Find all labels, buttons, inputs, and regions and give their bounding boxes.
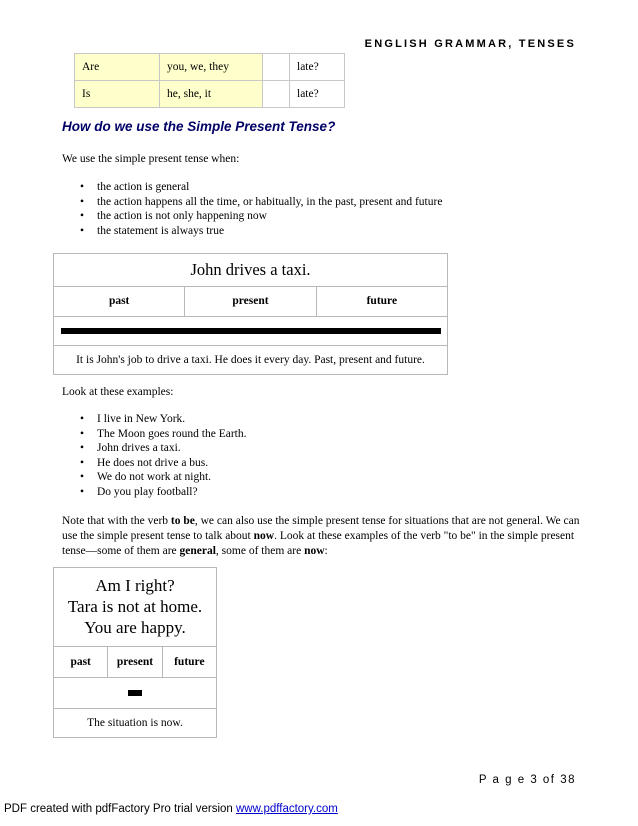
note-bold: now: [304, 545, 325, 557]
list-item: • the action happens all the time, or habitually, in the past, present and future: [80, 195, 442, 210]
section-heading: How do we use the Simple Present Tense?: [62, 119, 336, 134]
pdf-footer-text: PDF created with pdfFactory Pro trial version: [4, 803, 236, 815]
examples-list: [80, 412, 246, 499]
list-item: • the action is not only happening now: [80, 209, 442, 224]
intro-paragraph: We use the simple present tense when:: [62, 153, 240, 165]
column-past: past: [108, 295, 130, 307]
box-note: The situation is now.: [54, 708, 216, 737]
box-title-lines: [54, 568, 216, 646]
timeline-bar: [128, 690, 142, 696]
column-present: present: [184, 287, 315, 316]
conjugation-table: [74, 53, 345, 108]
box-line: You are happy.: [84, 618, 186, 637]
note-bold: general: [179, 545, 216, 557]
table-cell: Is: [75, 81, 160, 108]
table-row: [75, 54, 345, 81]
timeline-row: [54, 677, 216, 708]
timeline-header-row: [54, 286, 447, 316]
example-box-john: [53, 253, 448, 375]
timeline-bar: [61, 328, 441, 334]
list-item: • The Moon goes round the Earth.: [80, 427, 246, 442]
box-note: It is John's job to drive a taxi. He does it every day. Past, present and future.: [54, 345, 447, 374]
examples-intro: Look at these examples:: [62, 386, 174, 398]
table-cell: [263, 54, 290, 81]
usage-list: [80, 180, 442, 238]
column-future: future: [162, 647, 216, 677]
column-future: future: [316, 287, 447, 316]
table-cell: you, we, they: [160, 54, 263, 81]
box-line: Tara is not at home.: [67, 597, 203, 616]
note-text: , some of them are: [215, 545, 305, 557]
box-title: John drives a taxi.: [190, 260, 311, 279]
timeline-row: [54, 316, 447, 345]
table-cell: [263, 81, 290, 108]
list-item: • We do not work at night.: [80, 470, 246, 485]
table-row: [75, 81, 345, 108]
timeline-header-row: [54, 646, 216, 677]
page-number: P a g e 3 of 38: [478, 774, 576, 786]
pdffactory-link[interactable]: www.pdffactory.com: [236, 803, 338, 815]
list-item: • John drives a taxi.: [80, 441, 246, 456]
list-item: • He does not drive a bus.: [80, 456, 246, 471]
list-item: • I live in New York.: [80, 412, 246, 427]
example-box-to-be: [53, 567, 217, 738]
box-line: Am I right?: [95, 576, 175, 595]
list-item: • Do you play football?: [80, 485, 246, 500]
note-text: Note that with the verb: [62, 515, 171, 527]
table-cell: late?: [290, 81, 345, 108]
note-paragraph: [62, 514, 582, 559]
document-header: ENGLISH GRAMMAR, TENSES: [364, 38, 576, 50]
note-bold: now: [253, 530, 275, 542]
column-past: past: [70, 656, 91, 668]
list-item: • the statement is always true: [80, 224, 442, 239]
note-text: . Look at these examples of the verb "to be" in the simple present tense—some of them are: [62, 530, 575, 557]
table-cell: he, she, it: [160, 81, 263, 108]
column-present: present: [107, 647, 161, 677]
list-item: • the action is general: [80, 180, 442, 195]
pdf-footer: [4, 803, 338, 815]
note-text: :: [324, 545, 328, 557]
note-text: , we can also use the simple present tense for situations that are not general. We can use the simple present tense to talk about: [62, 515, 580, 542]
note-bold: to be: [170, 515, 195, 527]
table-cell: late?: [290, 54, 345, 81]
table-cell: Are: [75, 54, 160, 81]
